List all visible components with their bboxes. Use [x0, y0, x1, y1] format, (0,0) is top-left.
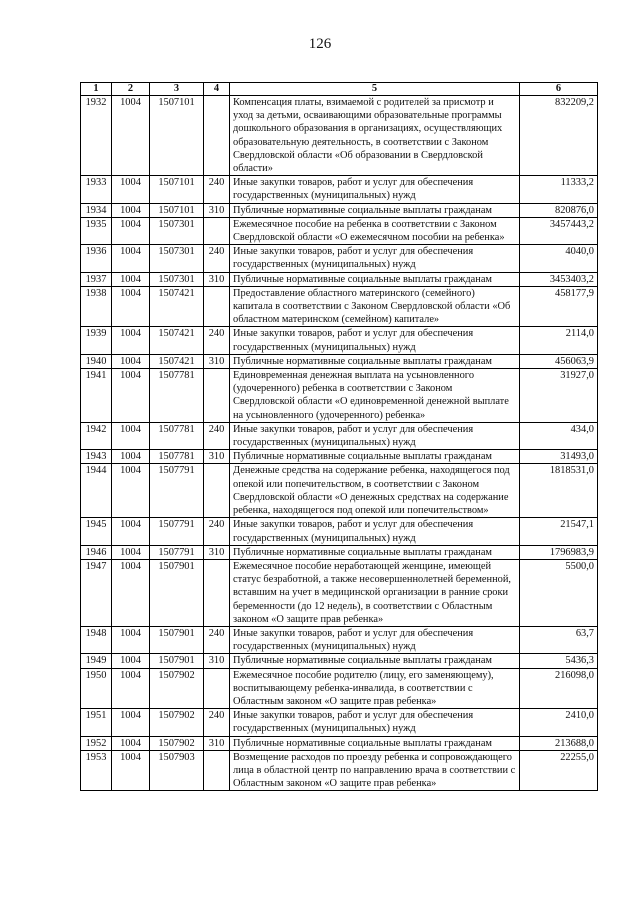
- row-number: 1947: [81, 559, 112, 626]
- expense-type-code: [204, 559, 230, 626]
- row-number: 1944: [81, 464, 112, 518]
- table-row: [81, 327, 598, 354]
- section-code: 1004: [112, 369, 150, 423]
- target-article-code: 1507101: [150, 96, 204, 176]
- table-row: [81, 354, 598, 368]
- item-name: Иные закупки товаров, работ и услуг для обеспечения государственных (муниципальных) нужд: [230, 422, 520, 449]
- table-row: [81, 654, 598, 668]
- amount: 434,0: [520, 422, 598, 449]
- amount: 5500,0: [520, 559, 598, 626]
- expense-type-code: [204, 286, 230, 327]
- table-row: [81, 369, 598, 423]
- section-code: 1004: [112, 750, 150, 791]
- target-article-code: 1507791: [150, 464, 204, 518]
- row-number: 1937: [81, 272, 112, 286]
- item-name: Иные закупки товаров, работ и услуг для обеспечения государственных (муниципальных) нужд: [230, 709, 520, 736]
- table-row: [81, 96, 598, 176]
- row-number: 1934: [81, 203, 112, 217]
- amount: 3453403,2: [520, 272, 598, 286]
- expense-type-code: 240: [204, 518, 230, 545]
- expense-type-code: 240: [204, 422, 230, 449]
- table-row: [81, 245, 598, 272]
- section-code: 1004: [112, 286, 150, 327]
- item-name: Иные закупки товаров, работ и услуг для обеспечения государственных (муниципальных) нужд: [230, 176, 520, 203]
- section-code: 1004: [112, 668, 150, 709]
- target-article-code: 1507902: [150, 709, 204, 736]
- expense-type-code: 310: [204, 736, 230, 750]
- expense-type-code: 310: [204, 272, 230, 286]
- row-number: 1950: [81, 668, 112, 709]
- amount: 63,7: [520, 626, 598, 653]
- header-col-6: 6: [520, 83, 598, 96]
- table-row: [81, 668, 598, 709]
- table-row: [81, 272, 598, 286]
- header-col-1: 1: [81, 83, 112, 96]
- table-row: [81, 286, 598, 327]
- section-code: 1004: [112, 450, 150, 464]
- expense-type-code: [204, 217, 230, 244]
- table-row: [81, 750, 598, 791]
- section-code: 1004: [112, 354, 150, 368]
- section-code: 1004: [112, 559, 150, 626]
- expense-type-code: [204, 369, 230, 423]
- amount: 11333,2: [520, 176, 598, 203]
- amount: 456063,9: [520, 354, 598, 368]
- row-number: 1933: [81, 176, 112, 203]
- amount: 1796983,9: [520, 545, 598, 559]
- table-row: [81, 626, 598, 653]
- row-number: 1941: [81, 369, 112, 423]
- target-article-code: 1507781: [150, 422, 204, 449]
- item-name: Публичные нормативные социальные выплаты гражданам: [230, 450, 520, 464]
- target-article-code: 1507901: [150, 654, 204, 668]
- table-row: [81, 559, 598, 626]
- section-code: 1004: [112, 518, 150, 545]
- amount: 458177,9: [520, 286, 598, 327]
- row-number: 1951: [81, 709, 112, 736]
- amount: 1818531,0: [520, 464, 598, 518]
- row-number: 1948: [81, 626, 112, 653]
- section-code: 1004: [112, 327, 150, 354]
- section-code: 1004: [112, 96, 150, 176]
- amount: 22255,0: [520, 750, 598, 791]
- item-name: Публичные нормативные социальные выплаты гражданам: [230, 654, 520, 668]
- target-article-code: 1507301: [150, 272, 204, 286]
- item-name: Публичные нормативные социальные выплаты гражданам: [230, 354, 520, 368]
- expense-type-code: [204, 96, 230, 176]
- target-article-code: 1507901: [150, 626, 204, 653]
- amount: 3457443,2: [520, 217, 598, 244]
- row-number: 1938: [81, 286, 112, 327]
- item-name: Денежные средства на содержание ребенка, находящегося под опекой или попечительством, в соответствии с Законом Свердловской области «О денежных средствах на содержание ребенка, находящегося под опекой или попечительством»: [230, 464, 520, 518]
- section-code: 1004: [112, 626, 150, 653]
- expense-type-code: [204, 668, 230, 709]
- section-code: 1004: [112, 176, 150, 203]
- expense-type-code: [204, 464, 230, 518]
- header-col-3: 3: [150, 83, 204, 96]
- section-code: 1004: [112, 545, 150, 559]
- target-article-code: 1507781: [150, 369, 204, 423]
- row-number: 1952: [81, 736, 112, 750]
- table-body: [81, 96, 598, 791]
- item-name: Иные закупки товаров, работ и услуг для обеспечения государственных (муниципальных) нужд: [230, 626, 520, 653]
- row-number: 1942: [81, 422, 112, 449]
- table-row: [81, 450, 598, 464]
- row-number: 1943: [81, 450, 112, 464]
- row-number: 1936: [81, 245, 112, 272]
- row-number: 1949: [81, 654, 112, 668]
- table-row: [81, 217, 598, 244]
- table-row: [81, 545, 598, 559]
- row-number: 1932: [81, 96, 112, 176]
- target-article-code: 1507791: [150, 518, 204, 545]
- section-code: 1004: [112, 464, 150, 518]
- expense-type-code: 240: [204, 626, 230, 653]
- target-article-code: 1507301: [150, 245, 204, 272]
- table-row: [81, 176, 598, 203]
- amount: 832209,2: [520, 96, 598, 176]
- section-code: 1004: [112, 272, 150, 286]
- item-name: Ежемесячное пособие неработающей женщине, имеющей статус безработной, а также несовершеннолетней беременной, вставшим на учет в медицинской организации в ранние сроки беременности (до 12 недель), в соответствии с Областным законом «О защите прав ребенка»: [230, 559, 520, 626]
- item-name: Ежемесячное пособие родителю (лицу, его заменяющему), воспитывающему ребенка-инвалида, в соответствии с Областным законом «О защите прав ребенка»: [230, 668, 520, 709]
- target-article-code: 1507903: [150, 750, 204, 791]
- row-number: 1935: [81, 217, 112, 244]
- target-article-code: 1507781: [150, 450, 204, 464]
- item-name: Иные закупки товаров, работ и услуг для обеспечения государственных (муниципальных) нужд: [230, 245, 520, 272]
- header-col-5: 5: [230, 83, 520, 96]
- table-row: [81, 736, 598, 750]
- expense-type-code: 310: [204, 203, 230, 217]
- item-name: Ежемесячное пособие на ребенка в соответствии с Законом Свердловской области «О ежемесячном пособии на ребенка»: [230, 217, 520, 244]
- section-code: 1004: [112, 709, 150, 736]
- row-number: 1946: [81, 545, 112, 559]
- section-code: 1004: [112, 245, 150, 272]
- table-row: [81, 464, 598, 518]
- item-name: Предоставление областного материнского (семейного) капитала в соответствии с Законом Свердловской области «Об областном материнском (семейном) капитале»: [230, 286, 520, 327]
- row-number: 1953: [81, 750, 112, 791]
- target-article-code: 1507901: [150, 559, 204, 626]
- expense-type-code: 240: [204, 176, 230, 203]
- amount: 5436,3: [520, 654, 598, 668]
- table-row: [81, 203, 598, 217]
- section-code: 1004: [112, 217, 150, 244]
- target-article-code: 1507791: [150, 545, 204, 559]
- amount: 820876,0: [520, 203, 598, 217]
- header-col-4: 4: [204, 83, 230, 96]
- amount: 216098,0: [520, 668, 598, 709]
- amount: 31493,0: [520, 450, 598, 464]
- table-row: [81, 709, 598, 736]
- table-row: [81, 518, 598, 545]
- section-code: 1004: [112, 736, 150, 750]
- section-code: 1004: [112, 203, 150, 217]
- item-name: Иные закупки товаров, работ и услуг для обеспечения государственных (муниципальных) нужд: [230, 518, 520, 545]
- row-number: 1939: [81, 327, 112, 354]
- target-article-code: 1507101: [150, 203, 204, 217]
- amount: 213688,0: [520, 736, 598, 750]
- budget-table: [80, 82, 598, 791]
- header-col-2: 2: [112, 83, 150, 96]
- row-number: 1945: [81, 518, 112, 545]
- item-name: Публичные нормативные социальные выплаты гражданам: [230, 545, 520, 559]
- expense-type-code: 240: [204, 245, 230, 272]
- amount: 2410,0: [520, 709, 598, 736]
- section-code: 1004: [112, 654, 150, 668]
- target-article-code: 1507421: [150, 286, 204, 327]
- amount: 31927,0: [520, 369, 598, 423]
- target-article-code: 1507902: [150, 668, 204, 709]
- target-article-code: 1507301: [150, 217, 204, 244]
- expense-type-code: 310: [204, 545, 230, 559]
- item-name: Публичные нормативные социальные выплаты гражданам: [230, 203, 520, 217]
- table-row: [81, 422, 598, 449]
- item-name: Публичные нормативные социальные выплаты гражданам: [230, 272, 520, 286]
- target-article-code: 1507421: [150, 327, 204, 354]
- expense-type-code: 310: [204, 654, 230, 668]
- target-article-code: 1507421: [150, 354, 204, 368]
- target-article-code: 1507101: [150, 176, 204, 203]
- table-header-row: [81, 83, 598, 96]
- expense-type-code: 310: [204, 450, 230, 464]
- item-name: Иные закупки товаров, работ и услуг для обеспечения государственных (муниципальных) нужд: [230, 327, 520, 354]
- section-code: 1004: [112, 422, 150, 449]
- item-name: Возмещение расходов по проезду ребенка и сопровождающего лица в областной центр по направлению врача в соответствии с Областным законом «О защите прав ребенка»: [230, 750, 520, 791]
- expense-type-code: 240: [204, 327, 230, 354]
- expense-type-code: 310: [204, 354, 230, 368]
- amount: 2114,0: [520, 327, 598, 354]
- item-name: Публичные нормативные социальные выплаты гражданам: [230, 736, 520, 750]
- page-number: 126: [308, 36, 332, 52]
- item-name: Компенсация платы, взимаемой с родителей за присмотр и уход за детьми, осваивающими образовательные программы дошкольного образования в организациях, осуществляющих образовательную деятельность, в соответствии с Законом Свердловской области «Об образовании в Свердловской области»: [230, 96, 520, 176]
- amount: 21547,1: [520, 518, 598, 545]
- item-name: Единовременная денежная выплата на усыновленного (удочеренного) ребенка в соответствии с Законом Свердловской области «О единовременной денежной выплате на усыновленного (удочеренного) ребенка»: [230, 369, 520, 423]
- row-number: 1940: [81, 354, 112, 368]
- expense-type-code: 240: [204, 709, 230, 736]
- expense-type-code: [204, 750, 230, 791]
- amount: 4040,0: [520, 245, 598, 272]
- target-article-code: 1507902: [150, 736, 204, 750]
